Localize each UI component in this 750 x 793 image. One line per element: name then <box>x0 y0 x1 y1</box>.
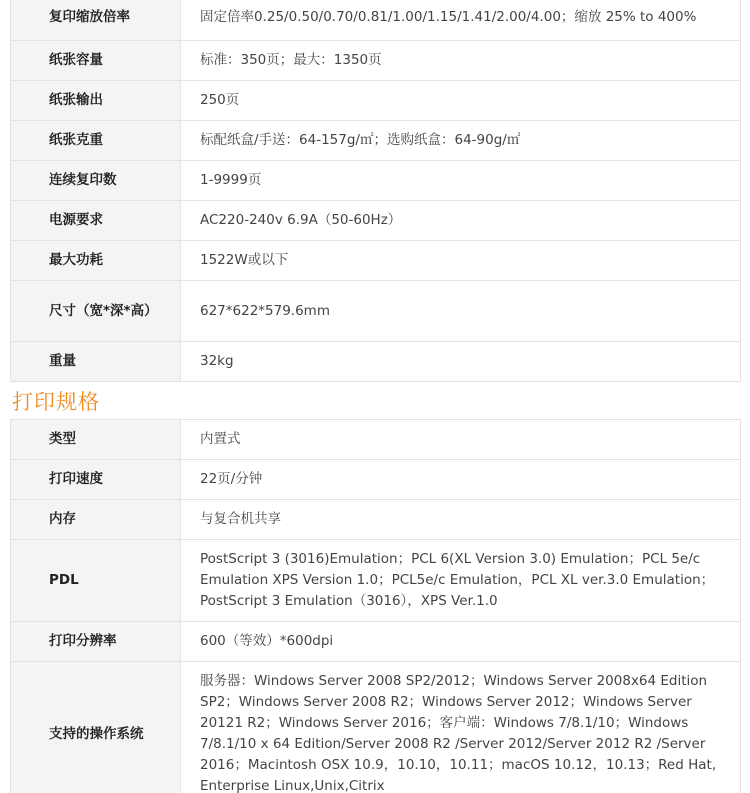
spec-label: 内存 <box>11 500 181 540</box>
table-row <box>11 460 741 500</box>
table-row <box>11 81 741 121</box>
spec-value: 1-9999页 <box>181 161 741 201</box>
spec-label: 电源要求 <box>11 201 181 241</box>
spec-value: 1522W或以下 <box>181 241 741 281</box>
table-row <box>11 241 741 281</box>
spec-label: 打印速度 <box>11 460 181 500</box>
table-row <box>11 281 741 342</box>
spec-label: 支持的操作系统 <box>11 662 181 793</box>
table-row <box>11 121 741 161</box>
spec-label: 纸张克重 <box>11 121 181 161</box>
spec-value: 内置式 <box>181 420 741 460</box>
spec-label: 连续复印数 <box>11 161 181 201</box>
table-row <box>11 500 741 540</box>
table-row <box>11 420 741 460</box>
spec-value: 服务器：Windows Server 2008 SP2/2012；Windows Server 2008x64 Edition SP2；Windows Server 2008 R2；Windows Server 2012；Windows Server 20121 R2；Windows Server 2016；客户端：Windows 7/8.1/10；Windows 7/8.1/10 x 64 Edition/Server 2008 R2 /Server 2012/Server 2012 R2 /Server 2016；Macintosh OSX 10.9，10.10，10.11；macOS 10.12，10.13；Red Hat, Enterprise Linux,Unix,Citrix <box>181 662 741 793</box>
spec-value: 600（等效）*600dpi <box>181 622 741 662</box>
spec-value: 250页 <box>181 81 741 121</box>
print-spec-table <box>10 419 741 793</box>
spec-value: 22页/分钟 <box>181 460 741 500</box>
spec-value: 固定倍率0.25/0.50/0.70/0.81/1.00/1.15/1.41/2.00/4.00；缩放 25% to 400% <box>181 0 741 41</box>
spec-label: 最大功耗 <box>11 241 181 281</box>
spec-label: 纸张容量 <box>11 41 181 81</box>
spec-label: 复印缩放倍率 <box>11 0 181 41</box>
table-row <box>11 161 741 201</box>
spec-value: 标配纸盒/手送：64-157g/㎡；选购纸盒：64-90g/㎡ <box>181 121 741 161</box>
spec-value: 32kg <box>181 342 741 382</box>
section-title: 打印规格 <box>12 390 100 414</box>
spec-label: 类型 <box>11 420 181 460</box>
spec-value: 标准：350页；最大：1350页 <box>181 41 741 81</box>
table-row <box>11 662 741 793</box>
spec-value: 与复合机共享 <box>181 500 741 540</box>
table-row <box>11 41 741 81</box>
table-row <box>11 622 741 662</box>
spec-label: 尺寸（宽*深*高） <box>11 281 181 342</box>
spec-value: AC220-240v 6.9A（50-60Hz） <box>181 201 741 241</box>
copy-spec-table <box>10 0 741 382</box>
spec-value: 627*622*579.6mm <box>181 281 741 342</box>
table-row <box>11 342 741 382</box>
spec-label: PDL <box>11 540 181 622</box>
spec-value: PostScript 3 (3016)Emulation；PCL 6(XL Version 3.0) Emulation；PCL 5e/c Emulation XPS Version 1.0；PCL5e/c Emulation，PCL XL ver.3.0 Emulation；PostScript 3 Emulation（3016），XPS Ver.1.0 <box>181 540 741 622</box>
spec-label: 纸张输出 <box>11 81 181 121</box>
table-row <box>11 0 741 41</box>
table-row <box>11 540 741 622</box>
table-row <box>11 201 741 241</box>
spec-label: 打印分辨率 <box>11 622 181 662</box>
spec-label: 重量 <box>11 342 181 382</box>
